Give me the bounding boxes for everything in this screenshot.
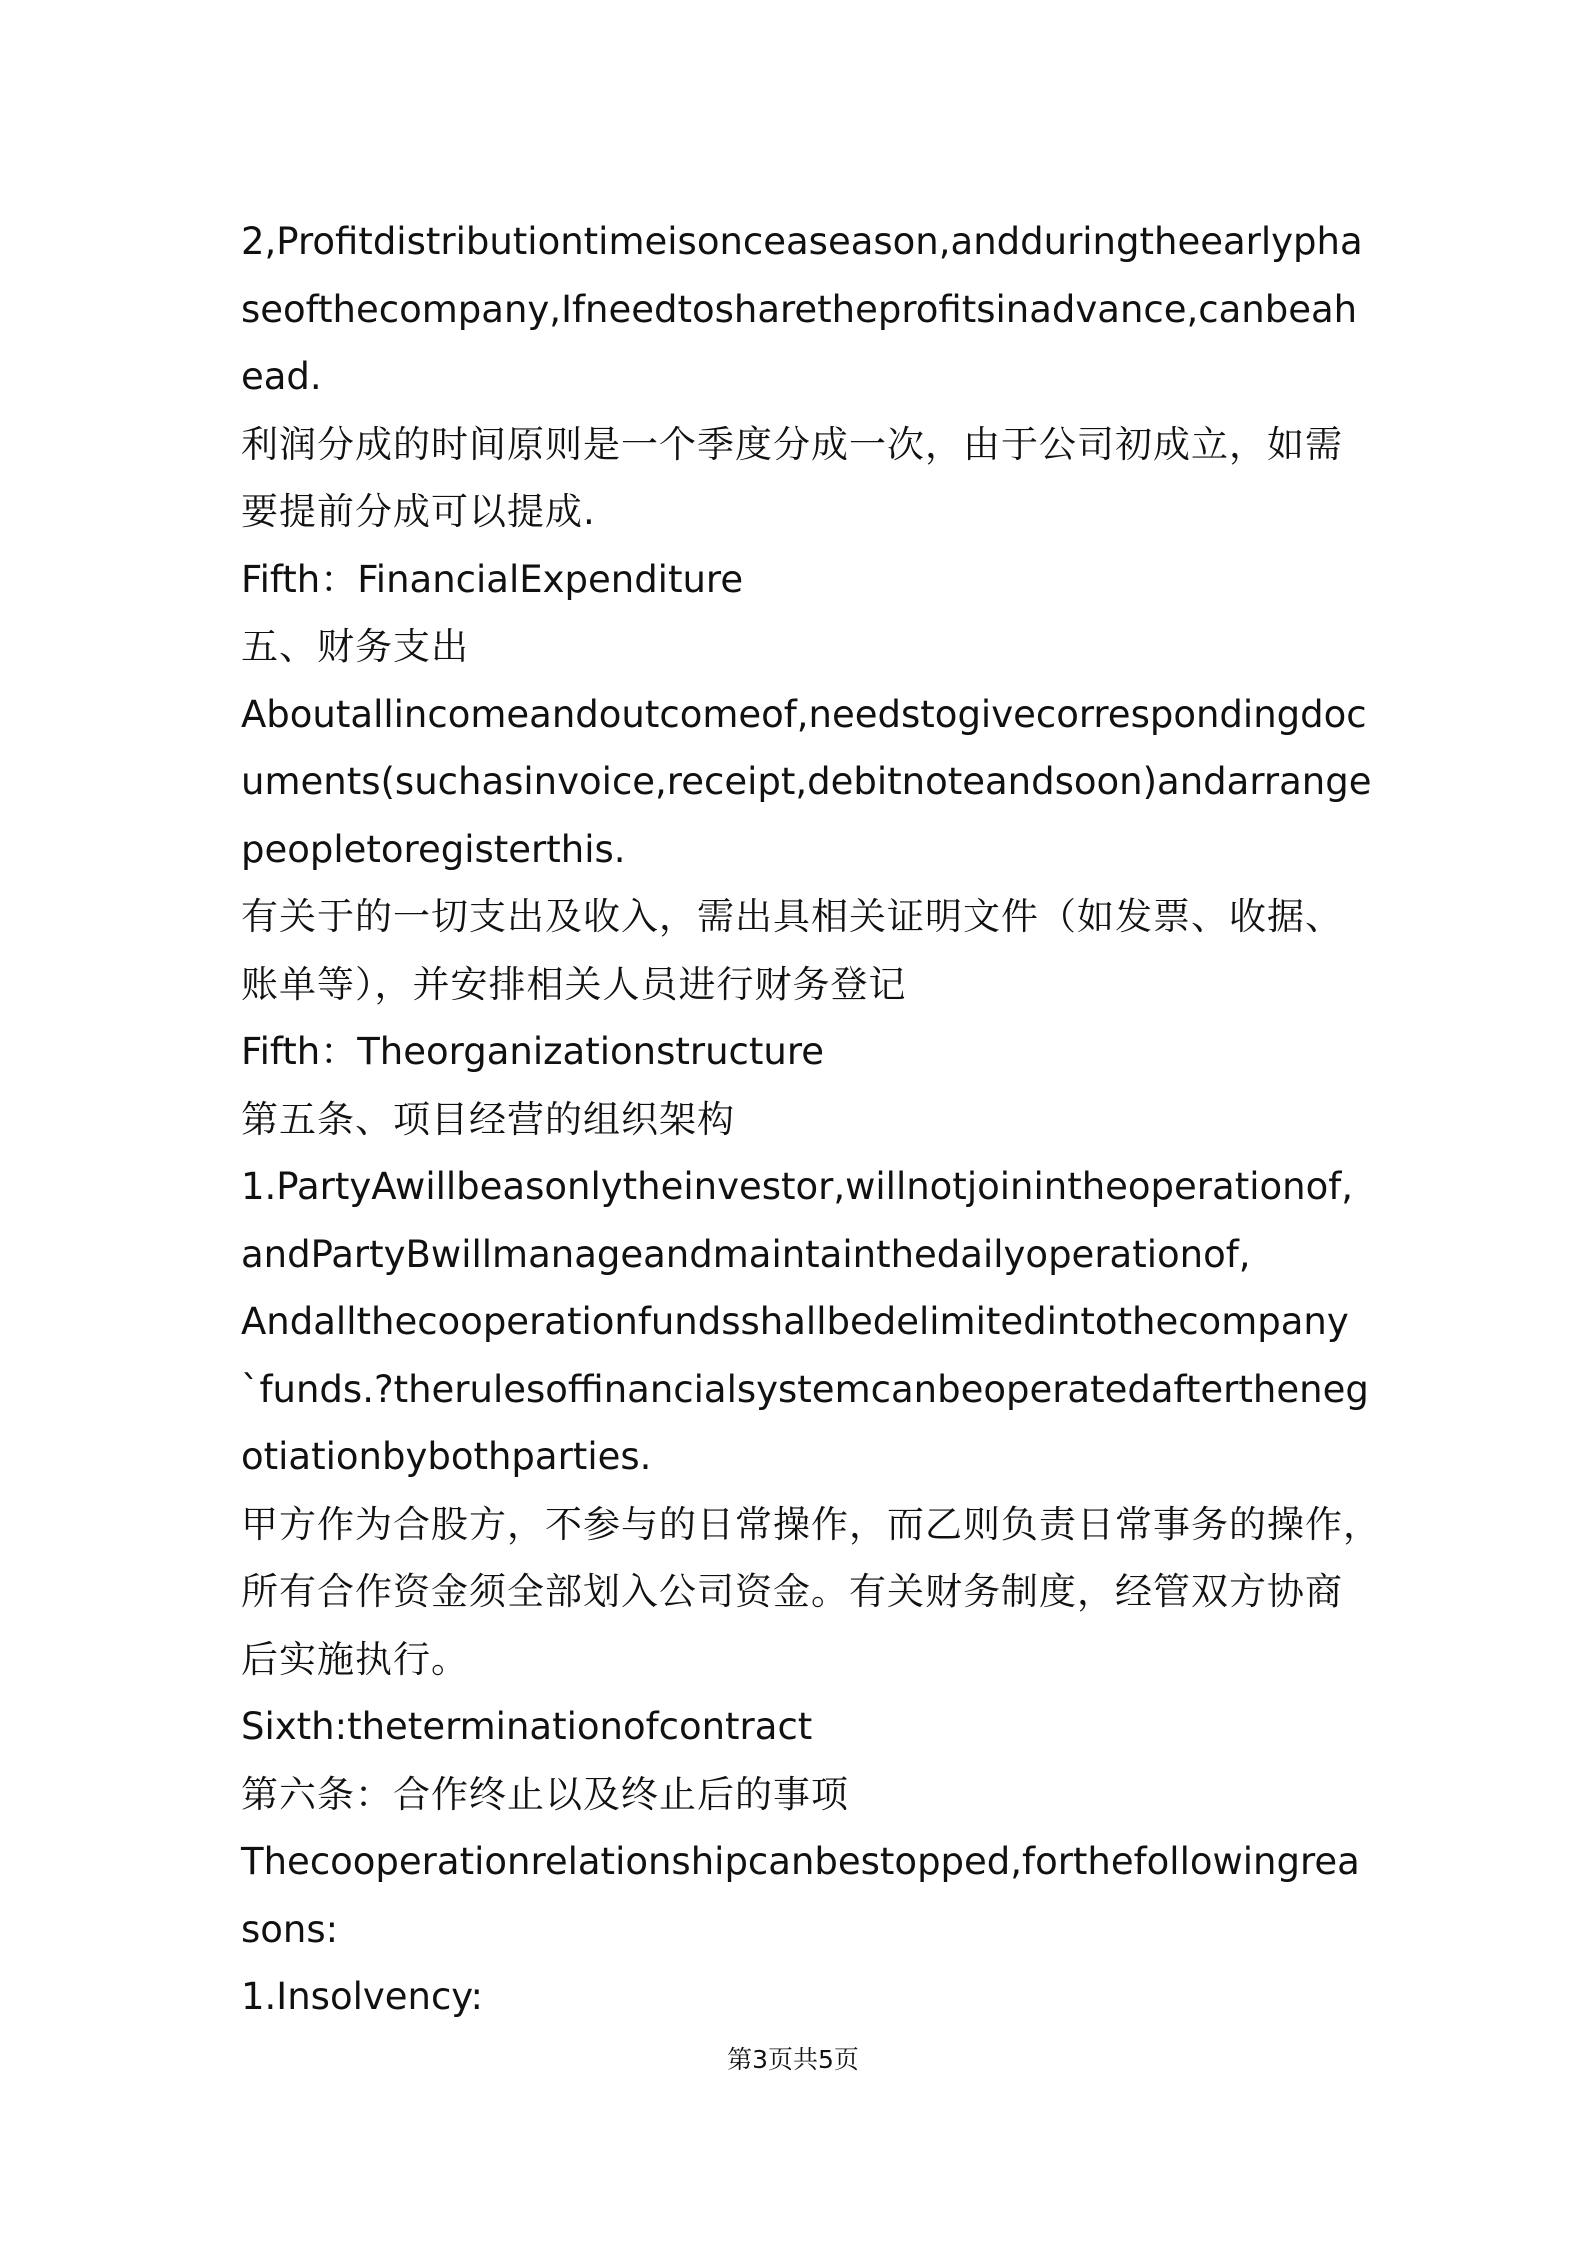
page-number-footer: 第3页共5页 xyxy=(727,2045,859,2074)
text-line: 利润分成的时间原则是一个季度分成一次，由于公司初成立，如需 xyxy=(241,422,1343,466)
text-line: peopletoregisterthis. xyxy=(241,827,626,871)
text-line: otiationbybothparties. xyxy=(241,1435,652,1478)
text-line: andPartyBwillmanageandmaintainthedailyoperationof, xyxy=(241,1232,1251,1276)
section-heading: 第五条、项目经营的组织架构 xyxy=(241,1097,735,1141)
text-line: 账单等），并安排相关人员进行财务登记 xyxy=(241,962,907,1006)
text-line: 所有合作资金须全部划入公司资金。有关财务制度，经管双方协商 xyxy=(241,1570,1343,1613)
text-line: 1.PartyAwillbeasonlytheinvestor,willnotjoinintheoperationof, xyxy=(241,1165,1353,1208)
text-line: Thecooperationrelationshipcanbestopped,forthefollowingrea xyxy=(241,1840,1360,1883)
document-body xyxy=(241,208,1381,2031)
section-heading: Fifth：Theorganizationstructure xyxy=(241,1030,824,1073)
section-heading: Fifth：FinancialExpenditure xyxy=(241,557,744,601)
text-line: 要提前分成可以提成. xyxy=(241,490,596,533)
text-line: sons: xyxy=(241,1907,339,1951)
text-line: Aboutallincomeandoutcomeof,needstogivecorrespondingdoc xyxy=(241,692,1367,736)
text-line: 2,Profitdistributiontimeisonceaseason,andduringtheearlypha xyxy=(241,220,1363,263)
text-line: 甲方作为合股方，不参与的日常操作，而乙则负责日常事务的操作， xyxy=(241,1502,1381,1546)
text-line: ead. xyxy=(241,355,322,398)
text-line: uments(suchasinvoice,receipt,debitnoteandsoon)andarrange xyxy=(241,760,1372,803)
text-line: Andallthecooperationfundsshallbedelimitedintothecompany xyxy=(241,1300,1349,1343)
text-line: 后实施执行。 xyxy=(241,1637,469,1681)
text-line: 有关于的一切支出及收入，需出具相关证明文件（如发票、收据、 xyxy=(241,895,1343,938)
section-heading: 五、财务支出 xyxy=(241,625,469,668)
section-heading: Sixth:theterminationofcontract xyxy=(241,1705,813,1748)
text-line: seofthecompany,Ifneedtosharetheprofitsinadvance,canbeah xyxy=(241,287,1358,331)
text-line: 1.Insolvency: xyxy=(241,1975,483,2018)
text-line: `funds.?therulesoffinancialsystemcanbeoperatedaftertheneg xyxy=(241,1367,1369,1411)
section-heading: 第六条：合作终止以及终止后的事项 xyxy=(241,1772,849,1816)
